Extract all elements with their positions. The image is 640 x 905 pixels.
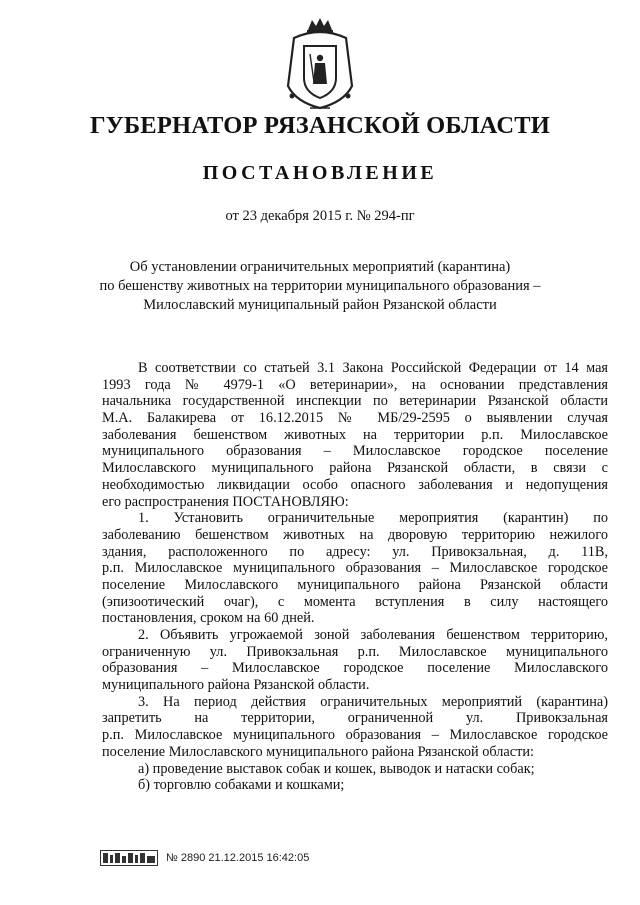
body-line: Милославского муниципального района Рязанской области, в связи с (102, 460, 608, 477)
body-line: образования – Милославское городское поселение Милославского (102, 660, 608, 677)
body-line: его распространения ПОСТАНОВЛЯЮ: (102, 493, 349, 510)
body-line: здания, расположенного по адресу: ул. Привокзальная, д. 11В, (102, 543, 608, 560)
body-line: муниципального образования – Милославское городское поселение (102, 443, 608, 460)
body-line: 3. На период действия ограничительных мероприятий (карантина) (138, 693, 608, 710)
document-body (102, 360, 608, 794)
body-line: р.п. Милославское муниципального образования – Милославское городское (102, 560, 608, 577)
body-line: М.А. Балакирева от 16.12.2015 № МБ/29-2595 о выявлении случая (102, 410, 608, 427)
body-line: а) проведение выставок собак и кошек, выводок и натаски собак; (138, 760, 535, 777)
body-line: постановления, сроком на 60 дней. (102, 610, 315, 627)
body-line: ограниченную ул. Привокзальная р.п. Милославское муниципального (102, 643, 608, 660)
body-line: В соответствии со статьей 3.1 Закона Российской Федерации от 14 мая (138, 360, 608, 376)
document-date-number: от 23 декабря 2015 г. № 294-пг (225, 208, 415, 224)
body-line: р.п. Милославское муниципального образования – Милославское городское (102, 727, 608, 744)
body-line: поселение Милославского муниципального района Рязанской области (102, 576, 608, 593)
body-line: б) торговлю собаками и кошками; (138, 777, 345, 794)
subject-line: Милославский муниципальный район Рязанской области (143, 297, 497, 313)
document-subject (90, 258, 550, 315)
issuer-title: ГУБЕРНАТОР РЯЗАНСКОЙ ОБЛАСТИ (89, 112, 551, 139)
body-line: заболеванию бешенством животных на дворовую территорию нежилого (102, 526, 608, 543)
subject-line: по бешенству животных на территории муниципального образования – (99, 278, 541, 294)
body-line: 1993 года № 4979-1 «О ветеринарии», на основании представления (102, 376, 608, 393)
document-type: ПОСТАНОВЛЕНИЕ (202, 162, 438, 184)
coat-of-arms-icon (284, 16, 356, 114)
body-line: муниципального района Рязанской области. (102, 677, 370, 694)
body-line: 2. Объявить угрожаемой зоной заболевания бешенством территорию, (138, 627, 608, 643)
body-line: заболевания бешенством животных на территории р.п. Милославское (102, 426, 608, 443)
registry-stamp-icon (100, 850, 158, 866)
registration-stamp: № 2890 21.12.2015 16:42:05 (166, 852, 310, 864)
body-line: необходимостью ликвидации особо опасного заболевания и недопущения (102, 476, 608, 493)
subject-line: Об установлении ограничительных мероприятий (карантина) (129, 259, 511, 275)
body-line: поселение Милославского муниципального района Рязанской области: (102, 743, 534, 760)
body-line: (эпизоотический очаг), с момента вступления в силу настоящего (102, 593, 608, 610)
body-line: запретить на территории, ограниченной ул. Привокзальная (102, 710, 608, 727)
body-line: 1. Установить ограничительные мероприятия (карантин) по (138, 510, 608, 527)
body-line: начальника государственной инспекции по ветеринарии Рязанской области (102, 393, 608, 410)
